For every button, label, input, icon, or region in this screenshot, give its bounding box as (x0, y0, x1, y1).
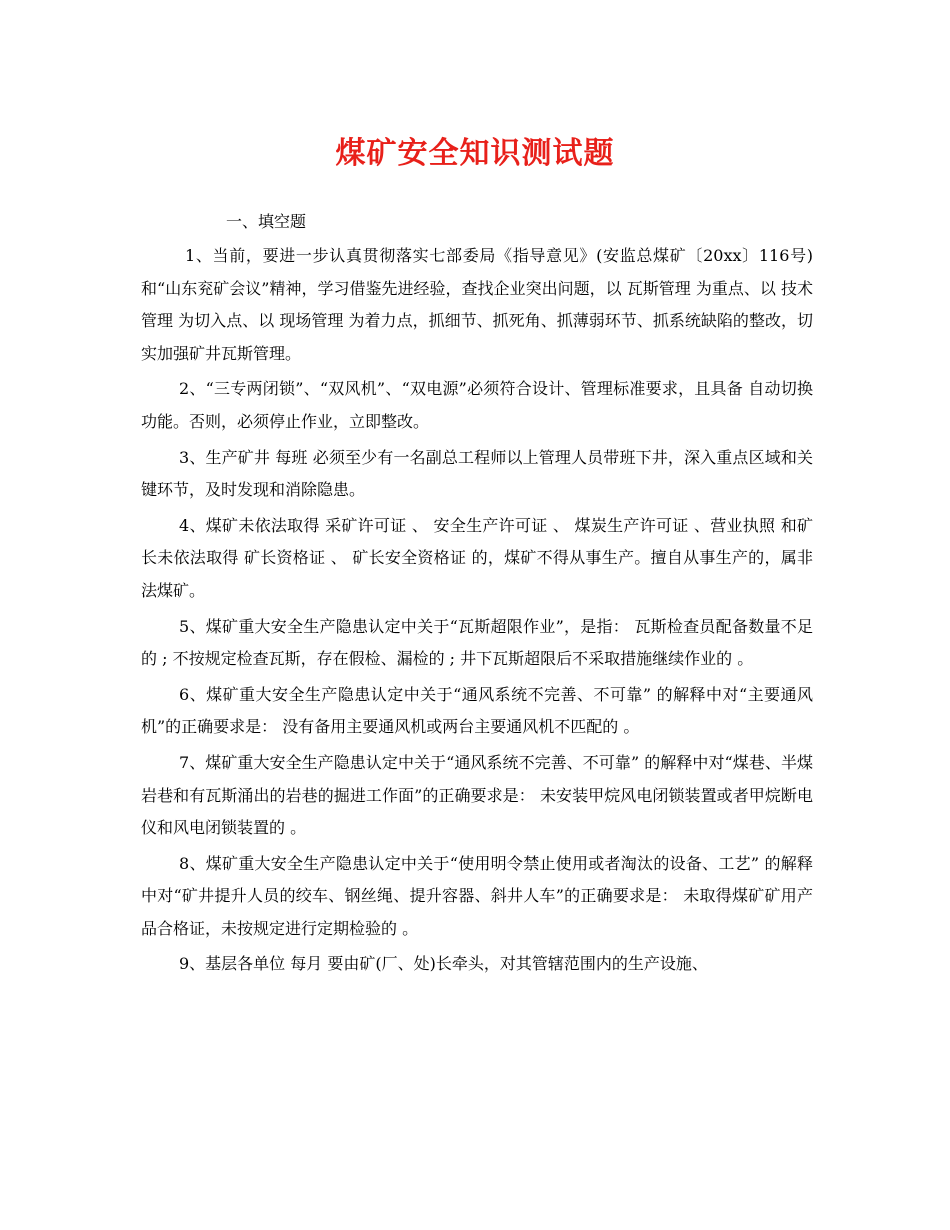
document-body (141, 240, 813, 981)
paragraph-2: 2、“三专两闭锁”、“双风机”、“双电源”必须符合设计、管理标准要求，且具备 自动切换 功能。否则，必须停止作业，立即整改。 (141, 379, 813, 431)
paragraph-7: 7、煤矿重大安全生产隐患认定中关于“通风系统不完善、不可靠” 的解释中对“煤巷、半煤岩巷和有瓦斯涌出的岩巷的掘进工作面”的正确要求是： 未安装甲烷风电闭锁装置或者甲烷断电仪和风电闭锁装置的 。 (141, 752, 813, 838)
paragraph-4: 4、煤矿未依法取得 采矿许可证 、 安全生产许可证 、 煤炭生产许可证 、营业执照 和矿长未依法取得 矿长资格证 、 矿长安全资格证 的，煤矿不得从事生产。擅自从事生产的，属非法煤矿。 (141, 515, 813, 600)
paragraph-5: 5、煤矿重大安全生产隐患认定中关于“瓦斯超限作业”，是指： 瓦斯检查员配备数量不足的 ; 不按规定检查瓦斯，存在假检、漏检的 ; 井下瓦斯超限后不采取措施继续作业的 。 (141, 616, 813, 669)
paragraph-6: 6、煤矿重大安全生产隐患认定中关于“通风系统不完善、不可靠” 的解释中对“主要通风机”的正确要求是： 没有备用主要通风机或两台主要通风机不匹配的 。 (141, 684, 813, 737)
document-title: 煤矿安全知识测试题 (335, 136, 615, 171)
paragraph-8: 8、煤矿重大安全生产隐患认定中关于“使用明令禁止使用或者淘汰的设备、工艺” 的解释中对“矿井提升人员的绞车、钢丝绳、提升容器、斜井人车”的正确要求是： 未取得煤矿矿用产品合格证，未按规定进行定期检验的 。 (141, 853, 813, 938)
paragraph-3: 3、生产矿井 每班 必须至少有一名副总工程师以上管理人员带班下井，深入重点区域和关键环节，及时发现和消除隐患。 (141, 447, 813, 500)
paragraph-9: 9、基层各单位 每月 要由矿(厂、处)长牵头，对其管辖范围内的生产设施、 (179, 954, 708, 974)
section-heading: 一、填空题 (226, 212, 307, 231)
paragraph-1: 1、当前，要进一步认真贯彻落实七部委局《指导意见》(安监总煤矿〔20xx〕116号)和“山东兖矿会议”精神，学习借鉴先进经验，查找企业突出问题，以 瓦斯管理 为重点、以 技术管理 为切入点、以 现场管理 为着力点，抓细节、抓死角、抓薄弱环节、抓系统缺陷的整改，切实加强矿井瓦斯管理。 (141, 246, 813, 363)
